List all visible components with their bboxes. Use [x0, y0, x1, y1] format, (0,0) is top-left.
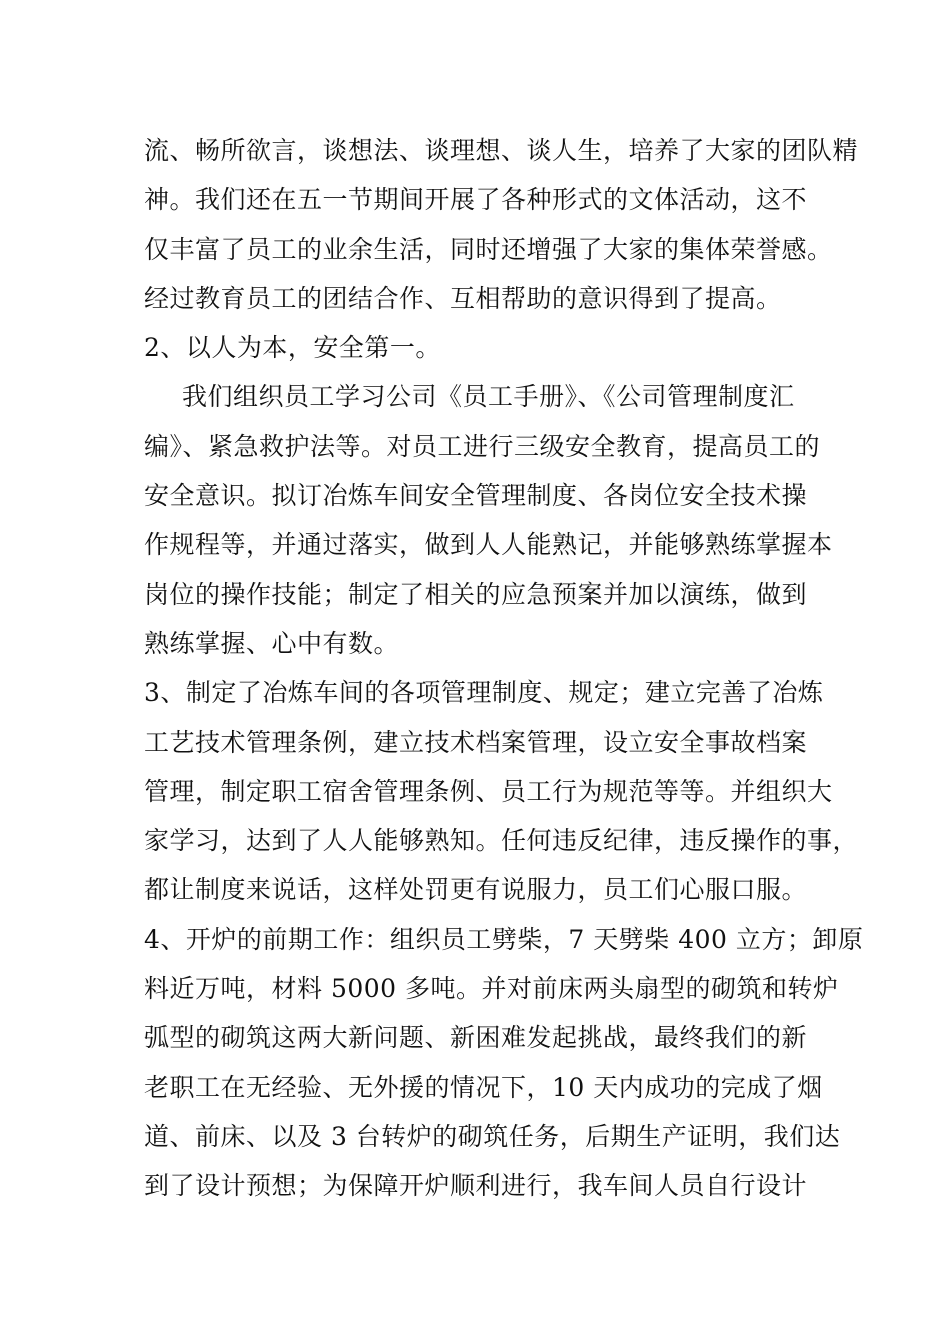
section-heading-2: 2、以人为本，安全第一。: [144, 333, 441, 363]
text-line: 编》、紧急救护法等。对员工进行三级安全教育，提高员工的: [144, 431, 821, 461]
text-line: 料近万吨，材料 5000 多吨。并对前床两头扇型的砌筑和转炉: [144, 974, 839, 1004]
text-line: 老职工在无经验、无外援的情况下，10 天内成功的完成了烟: [144, 1072, 823, 1102]
text-line: 作规程等，并通过落实，做到人人能熟记，并能够熟练掌握本: [144, 530, 833, 560]
text-line: 工艺技术管理条例，建立技术档案管理，设立安全事故档案: [144, 727, 808, 757]
text-line: 道、前床、以及 3 台转炉的砌筑任务，后期生产证明，我们达: [144, 1121, 841, 1151]
text-line: 家学习，达到了人人能够熟知。任何违反纪律，违反操作的事，: [144, 826, 859, 856]
text-line: 仅丰富了员工的业余生活，同时还增强了大家的集体荣誉感。: [144, 234, 833, 264]
text-line: 到了设计预想；为保障开炉顺利进行，我车间人员自行设计: [144, 1171, 808, 1201]
text-line: 管理，制定职工宿舍管理条例、员工行为规范等等。并组织大: [144, 776, 833, 806]
text-line: 经过教育员工的团结合作、互相帮助的意识得到了提高。: [144, 283, 782, 313]
section-item-3: 3、制定了冶炼车间的各项管理制度、规定；建立完善了冶炼: [144, 678, 824, 708]
section-item-4: 4、开炉的前期工作：组织员工劈柴，7 天劈柴 400 立方；卸原: [144, 924, 864, 954]
text-line: 安全意识。拟订冶炼车间安全管理制度、各岗位安全技术操: [144, 481, 808, 511]
text-line: 熟练掌握、心中有数。: [144, 628, 400, 658]
text-line: 都让制度来说话，这样处罚更有说服力，员工们心服口服。: [144, 875, 808, 905]
document-body: [144, 126, 864, 1211]
text-line: 弧型的砌筑这两大新问题、新困难发起挑战，最终我们的新: [144, 1023, 808, 1053]
text-line: 岗位的操作技能；制定了相关的应急预案并加以演练，做到: [144, 579, 808, 609]
text-line: 神。我们还在五一节期间开展了各种形式的文体活动，这不: [144, 185, 808, 215]
text-line: 流、畅所欲言，谈想法、谈理想、谈人生，培养了大家的团队精: [144, 136, 859, 165]
text-line: 我们组织员工学习公司《员工手册》、《公司管理制度汇: [182, 382, 795, 412]
